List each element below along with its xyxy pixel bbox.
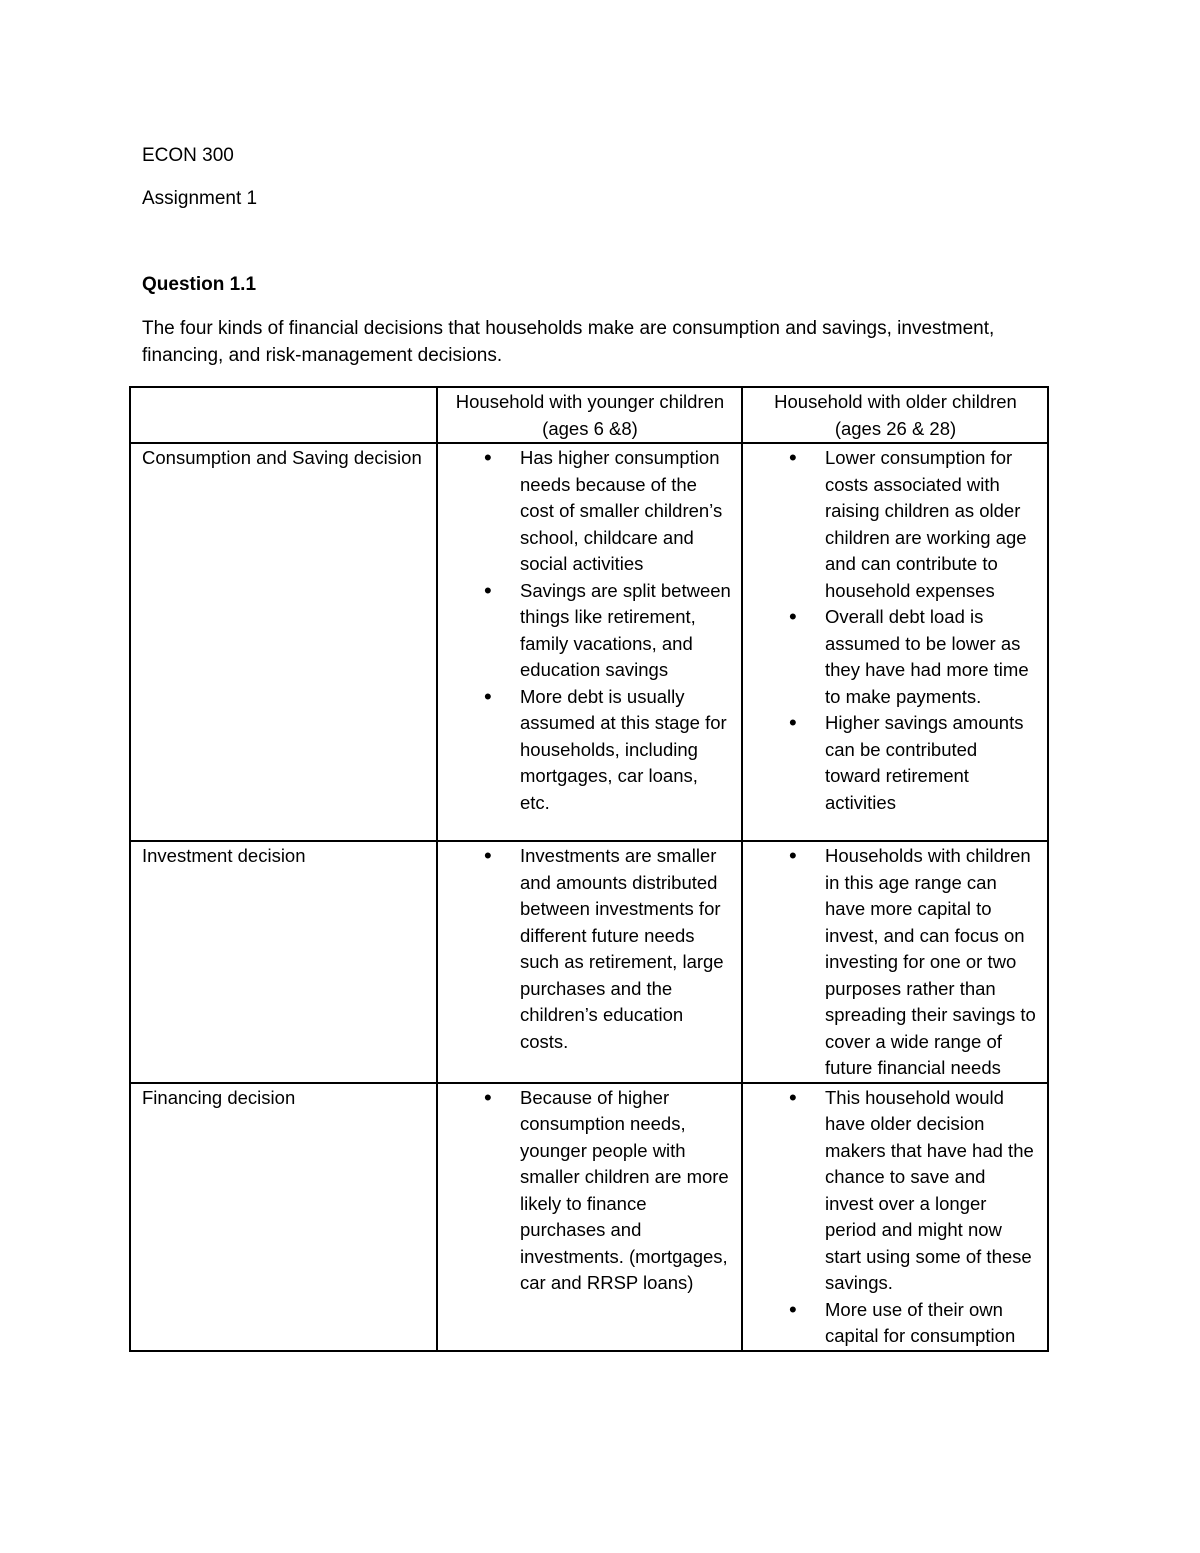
question-intro: The four kinds of financial decisions that households make are consumption and savings, investment, financing, and risk-management decisions. (142, 318, 995, 366)
decisions-table (129, 386, 1049, 1352)
younger-cell (437, 1083, 742, 1351)
bullet-item: • More use of their own capital for consumption (754, 1297, 1037, 1350)
table-header-row (130, 387, 1048, 443)
bullet-item: • Savings are split between things like retirement, family vacations, and education savings (449, 578, 731, 684)
bullet-item: • More debt is usually assumed at this stage for households, including mortgages, car loans, etc. (449, 684, 731, 817)
header-cell-older: Household with older children (ages 26 & 28) (742, 387, 1048, 443)
row-label: Financing decision (130, 1083, 437, 1351)
bullet-item: • Households with children in this age range can have more capital to invest, and can focus on investing for one or two purposes rather than spreading their savings to cover a wide range of future financial needs (754, 843, 1037, 1082)
row-label: Investment decision (130, 841, 437, 1083)
table-row (130, 1083, 1048, 1351)
bullet-item: • Investments are smaller and amounts distributed between investments for different future needs such as retirement, large purchases and the children’s education costs. (449, 843, 731, 1055)
header-cell-younger: Household with younger children (ages 6 &8) (437, 387, 742, 443)
younger-cell (437, 443, 742, 841)
table-row (130, 443, 1048, 841)
older-cell (742, 443, 1048, 841)
bullet-item: • Lower consumption for costs associated with raising children as older children are working age and can contribute to household expenses (754, 445, 1037, 604)
question-heading: Question 1.1 (142, 274, 257, 295)
course-code: ECON 300 (142, 145, 234, 166)
row-label: Consumption and Saving decision (130, 443, 437, 841)
bullet-item: • Because of higher consumption needs, younger people with smaller children are more likely to finance purchases and investments. (mortgages, car and RRSP loans) (449, 1085, 731, 1297)
bullet-item: • Overall debt load is assumed to be lower as they have had more time to make payments. (754, 604, 1037, 710)
bullet-item: • Has higher consumption needs because of the cost of smaller children’s school, childcare and social activities (449, 445, 731, 578)
older-cell (742, 1083, 1048, 1351)
bullet-item: • This household would have older decision makers that have had the chance to save and invest over a longer period and might now start using some of these savings. (754, 1085, 1037, 1297)
header-cell-empty (130, 387, 437, 443)
older-cell (742, 841, 1048, 1083)
assignment-title: Assignment 1 (142, 188, 258, 209)
table-row (130, 841, 1048, 1083)
bullet-item: • Higher savings amounts can be contributed toward retirement activities (754, 710, 1037, 816)
younger-cell (437, 841, 742, 1083)
